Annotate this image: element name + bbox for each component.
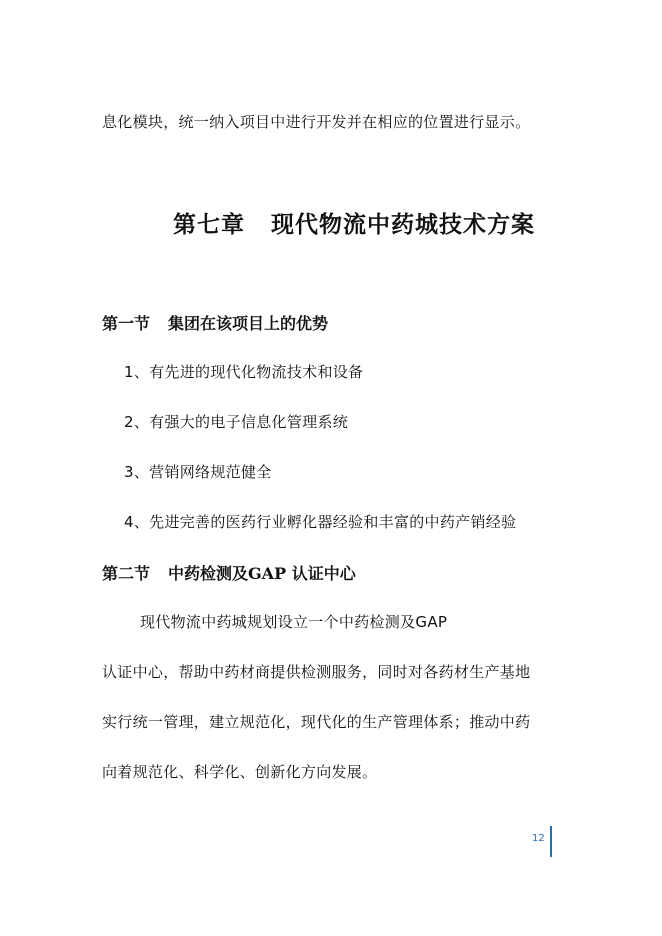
chapter-number: 第七章 [173, 211, 245, 238]
section-1-title: 集团在该项目上的优势 [168, 314, 329, 333]
section-2-title: 中药检测及GAP 认证中心 [168, 564, 356, 583]
section-1-heading [102, 311, 328, 334]
chapter-title: 现代物流中药城技术方案 [271, 211, 535, 238]
continuation-text: 息化模块，统一纳入项目中进行开发并在相应的位置进行显示。 [102, 113, 531, 131]
section-2-number: 第二节 [102, 564, 151, 583]
paragraph-line: 向着规范化、科学化、创新化方向发展。 [102, 763, 378, 781]
section-2-heading [102, 561, 356, 584]
list-item: 1、有先进的现代化物流技术和设备 [124, 363, 364, 381]
chapter-heading [173, 206, 535, 239]
list-item: 2、有强大的电子信息化管理系统 [124, 413, 349, 431]
paragraph-line: 现代物流中药城规划设立一个中药检测及GAP [140, 613, 448, 631]
paragraph-line: 认证中心，帮助中药材商提供检测服务，同时对各药材生产基地 [102, 663, 531, 681]
section-1-number: 第一节 [102, 314, 151, 333]
list-item: 3、营销网络规范健全 [124, 463, 272, 481]
page-number: 12 [532, 833, 545, 844]
paragraph-line: 实行统一管理，建立规范化，现代化的生产管理体系；推动中药 [102, 713, 531, 731]
list-item: 4、先进完善的医药行业孵化器经验和丰富的中药产销经验 [124, 513, 517, 531]
page-number-bar [550, 826, 552, 857]
